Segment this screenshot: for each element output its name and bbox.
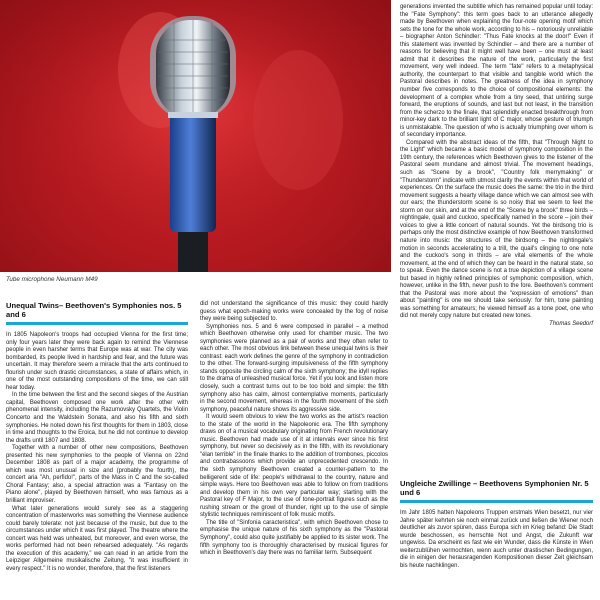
paragraph: In the time between the first and the second sieges of the Austrian capital, Beethoven composed one work after the other with phenomenal intensity, including the Razumovsky Quartets, the Violin Concerto and the Waldstein Sonata, and also his fifth and sixth symphonies. He noted down his first thoughts for them in 1803, close in time and thoughts to the Eroica, but he did not continue to develop the drafts until 1807 and 1808. — [6, 392, 188, 444]
paragraph: generations invented the subtitle which has remained popular until today: the "Fate Symphony": this term goes back to an utterance allegedly made by Beethoven when explaining the four-note opening motif which sets the tone for the whole work, according to his – notoriously unreliable – biographer Anton Schindler: "Thus Fate knocks at the door!" Even if this statement was invented by Schindler – and there are a number of reasons for believing that it might well have been – one must at least admit that it describes the nature of the work, particularly the first movement, very well indeed. The term "fate" refers to a metaphysical authority, the counterpart to that visible and tangible world which the Pastoral describes in notes. The greatness of the idea in symphony number five corresponds to the choice of compositional elements: the development of a complex whole from a tiny seed, that untiring surge forward, the eruptions of sounds, and last but not least, in the transition from the scherzo to the finale, that splendidly enacted breakthrough from minor-key dark to the brilliant light of C major, whose gesture of triumph is unmistakable. The question of who is actually triumphing over whom is of secondary importance. — [400, 4, 593, 139]
heading-rule — [400, 500, 593, 503]
paragraph: In 1805 Napoleon's troops had occupied Vienna for the first time; only four years later they were back again to remind the Viennese people in even harsher terms that Europe was at war. The city was bombarded, its people lived in hardship and fear, and the future was uncertain. It may therefore seem a miracle that the arts continued to flourish under such drastic circumstances, a state of affairs which, in one of the most outstanding compositions of the time, we can still hear today. — [6, 332, 188, 391]
microphone-icon — [0, 0, 391, 272]
heading-rule — [6, 322, 188, 325]
paragraph: What later generations would surely see as a staggering concentration of masterworks was something the Viennese audience could barely tolerate: not just because of the music, but due to the circumstances under which it was first played. The theatre where the concert was held was unheated, but moreover, and even worse, the works performed had not been rehearsed adequately. "As regards the execution of this academy," we can read in an article from the Leipziger Allgemeine musikalische Zeitung, "it was insufficient in every respect." It is no wonder, therefore, that the first listeners — [6, 505, 188, 572]
paragraph: Symphonies nos. 5 and 6 were composed in parallel – a method which Beethoven otherwise only used for chamber music. The two symphonies were planned as a pair of works and they often refer to each other. The most obvious link between these unequal twins is their contrast: each work defines the genre of the symphony in contradiction to the other. The forward-surging impulsiveness of the fifth symphony stands opposite the circling calm of the sixth symphony; the idyll replies to the drama of unleashed musical force. Yet if you look and listen more closely, such a contrast turns out to be too bold and simple: the fifth symphony also has calm, almost contemplative moments, particularly in the second movement, whereas in the fourth movement of the sixth symphony, peaceful nature shows its aggressive side. — [200, 323, 388, 413]
paragraph: Im Jahr 1805 hatten Napoleons Truppen erstmals Wien besetzt, nur vier Jahre später kehrten sie noch einmal zurück und ließen die Wiener noch deutlicher als zuvor spüren, dass Europa sich im Krieg befand: Die Stadt wurde beschossen, es herrschte Not und Angst, die Zukunft war ungewiss. Da erscheint es fast wie ein Wunder, dass die Künste in Wien weiterzublühen vermochten, wenn auch unter drastischen Bedingungen, die in einigen der herausragenden Kompositionen dieser Zeit gleichsam bis heute nachklingen. — [400, 510, 593, 569]
paragraph: Together with a number of other new compositions, Beethoven presented his new symphonies to the people of Vienna on 22nd December 1808 as part of a major academy, the programme of which was most unusual in size and (probably the fourth), the concert aria "Ah, perfido!", parts of the Mass in C and the so-called Choral Fantasy; also, a special attraction was a "Fantasy on the Piano alone", played by Beethoven himself, who was famous as a brilliant improviser. — [6, 445, 188, 505]
german-column — [400, 479, 593, 570]
paragraph: did not understand the significance of this music: they could hardly guess what epoch-making works were concealed by the fog of noise they were being subjected to. — [200, 301, 388, 323]
english-heading: Unequal Twins– Beethoven's Symphonies nos. 5 and 6 — [6, 301, 182, 319]
microphone-photo — [0, 0, 391, 272]
paragraph: The title of "Sinfonia caracteristica", with which Beethoven chose to emphasise the unique nature of his sixth symphony as the "Pastoral Symphony", could also quite justifiably be applied to its sister work. The fifth symphony too is thoroughly characterised by musical figures for which in Beethoven's day there was no familiar term. Subsequent — [200, 519, 388, 557]
author-signature: Thomas Seedorf — [549, 320, 593, 327]
english-column-1 — [6, 301, 188, 574]
paragraph: It would seem obvious to view the two works as the artist's reaction to the state of the world in the Napoleonic era. The fifth symphony draws on of a musical vocabulary originating from French revolutionary music. Beethoven had made use of it at intervals ever since his first symphony, but never so decisively as in the fifth, with its revolutionary "élan terrible" in the finale thanks to the addition of trombones, piccolos and contrabassoons which provide an unprecedented crescendo. In the sixth symphony Beethoven created a counter-pattern to the belligerent side of life: people's withdrawal to the country, nature and simple ways. Here too Beethoven was able to follow on from traditions and develop them in his own very particular way; starting with the Pastoral key of F Major, to the use of tone-portrait figures such as the rushing stream or the growl of thunder, right up to the use of simple stylistic techniques reminiscent of folk music motifs. — [200, 414, 388, 519]
photo-caption: Tube microphone Neumann M49 — [6, 276, 98, 283]
paragraph: Compared with the abstract ideas of the fifth, that "Through Night to the Light" which became a basic model of symphony composition in the 19th century, the references which Beethoven gives to the listener of the Pastoral seem mundane and almost trivial. The movement headings, such as "Scene by a brook", "Country folk merrymaking" or "Thunderstorm" indicate with utmost clarity the events within that world of experiences. On the surface the music does the same: the trio in the third movement suggests a hearty village dance which we can almost see with our ears; the thunderstorm scene is so noisy that we seem to feel the storm on our skin, and at the end of the "Scene by a brook" three birds – nightingale, quail and cuckoo, specifically named in the score – join their voices to give a little concert of natural sounds. Yet the birdsong trio is perhaps only the most distinctive example of how Beethoven transformed nature into music: the structures of the birdsong – the nightingale's motion in seconds accelerating to a trill, the quail's clinging to one note and the cuckoo's song in thirds – are vital elements of the whole movement, at the end of which they can be heard in the natural state, so to speak. Even the dance scene is not a true depiction of a village scene but based in highly refined principles of symphonic composition, which, however, unlike in the fifth, never push to the fore. Beethoven's comment that the Pastoral was more about the "expression of emotions" than about "painting" is one we should take seriously: for him, tone painting was something for amateurs; he viewed himself as a tone poet, one who did not merely copy nature but created new tones. — [400, 139, 593, 320]
english-column-2 — [200, 301, 388, 558]
german-heading: Ungleiche Zwillinge – Beethovens Symphonien Nr. 5 und 6 — [400, 479, 589, 497]
english-column-3 — [400, 4, 593, 329]
